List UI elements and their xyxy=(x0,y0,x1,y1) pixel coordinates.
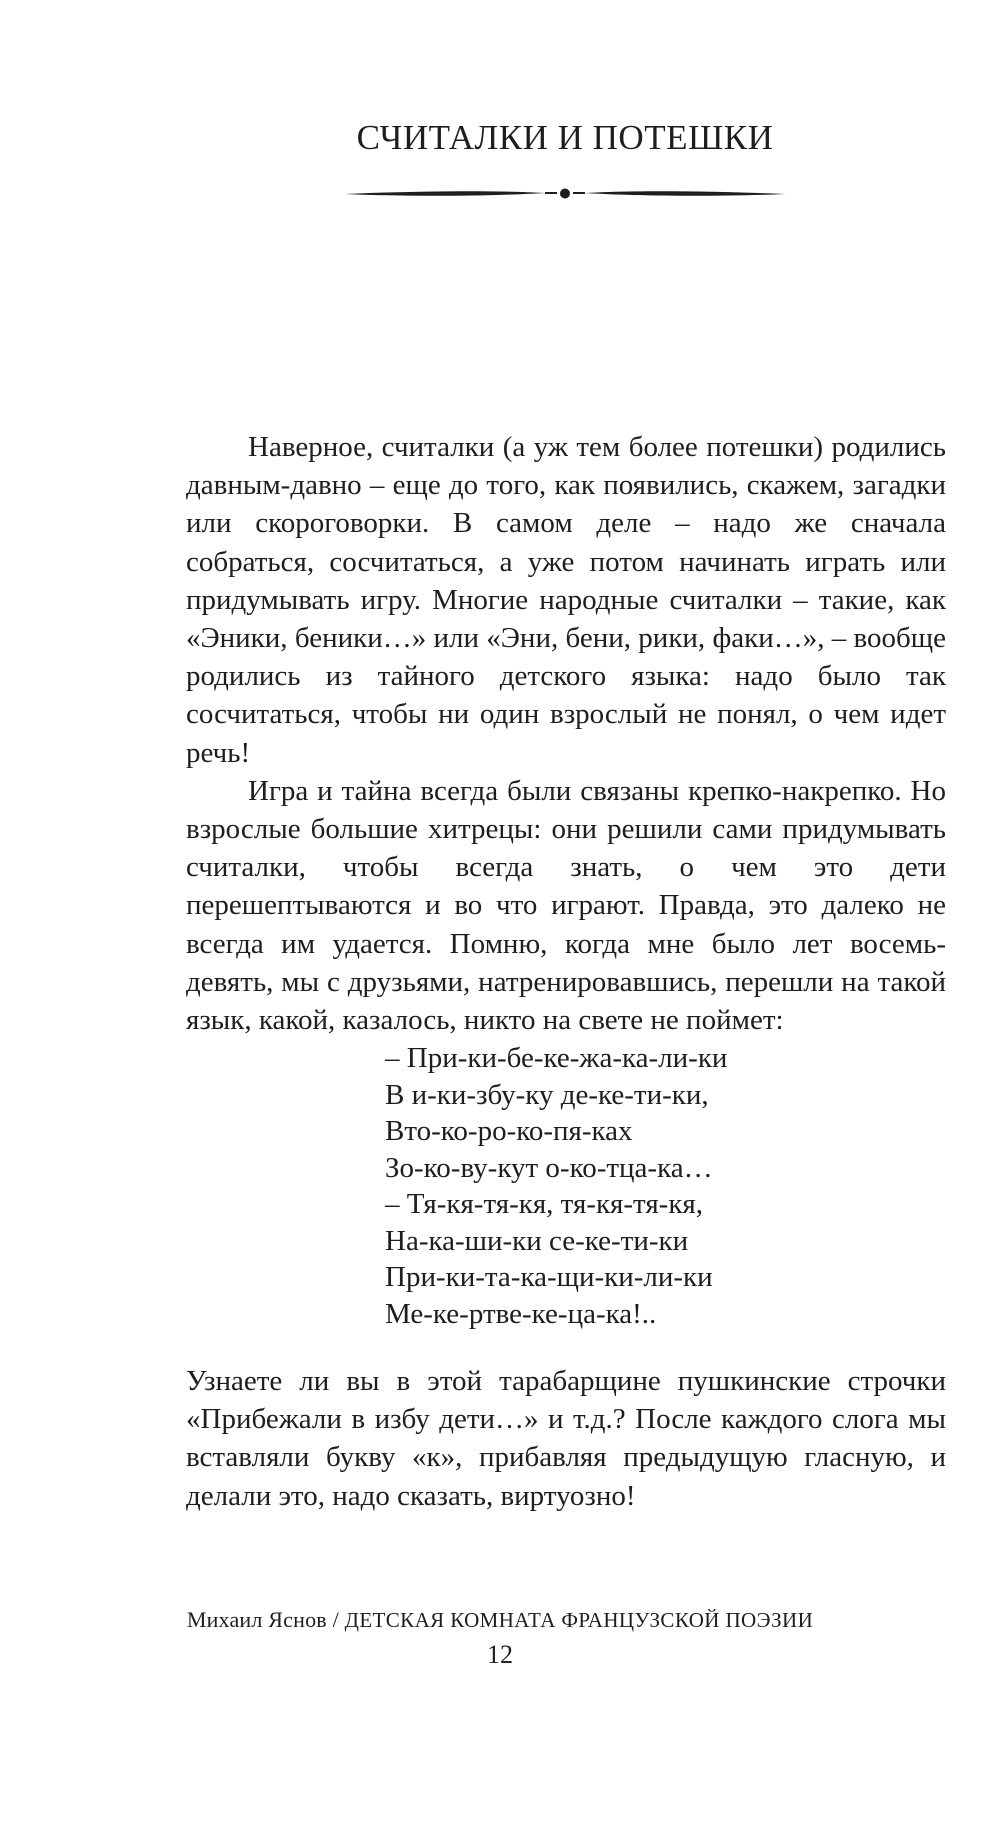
verse-line: – При-ки-бе-ке-жа-ка-ли-ки xyxy=(385,1042,728,1074)
verse-line: В и-ки-збу-ку де-ке-ти-ки, xyxy=(385,1078,709,1111)
footer-author: Михаил Яснов xyxy=(186,1607,327,1632)
verse-line: При-ки-та-ка-щи-ки-ли-ки xyxy=(385,1261,713,1293)
verse-line: На-ка-ши-ки се-ке-ти-ки xyxy=(385,1224,689,1257)
verse-block xyxy=(385,1040,945,1332)
paragraph: Наверное, считалки (а уж тем более потешки) родились давным-давно – еще до того, как появились, скажем, загадки или скороговорки. В самом деле – надо же сначала собраться, сосчитаться, а уже потом начинать играть или придумывать игру. Многие народные считалки – такие, как «Эники, беники…» или «Эни, бени, рики, факи…», – вообще родились из тайного детского языка: надо было так сосчитаться, чтобы ни один взрослый не понял, о чем идет речь! xyxy=(186,431,946,769)
closing-text xyxy=(186,1362,946,1515)
verse-line: Ме-ке-ртве-ке-ца-ка!.. xyxy=(385,1297,657,1330)
ornament-divider-icon xyxy=(345,181,785,207)
intro-text xyxy=(186,428,946,1039)
verse-line: – Тя-кя-тя-кя, тя-кя-тя-кя, xyxy=(385,1188,703,1220)
paragraph: Игра и тайна всегда были связаны крепко-накрепко. Но взрослые большие хитрецы: они решили сами придумывать считалки, чтобы всегда знать, о чем это дети перешептываются и во что играют. Правда, это далеко не всегда им удается. Помню, когда мне было лет восемь-девять, мы с друзьями, натренировавшись, перешли на такой язык, какой, казалось, никто на свете не поймет: xyxy=(186,774,946,1037)
verse-line: Вто-ко-ро-ко-пя-ках xyxy=(385,1115,633,1147)
page-number: 12 xyxy=(487,1640,513,1669)
verse-line: Зо-ко-ву-кут о-ко-тца-ка… xyxy=(385,1151,713,1184)
running-footer xyxy=(0,1607,1000,1633)
chapter-title: СЧИТАЛКИ И ПОТЕШКИ xyxy=(356,118,774,157)
footer-book-title: ДЕТСКАЯ КОМНАТА ФРАНЦУЗСКОЙ ПОЭЗИИ xyxy=(344,1608,814,1632)
footer-separator: / xyxy=(326,1607,345,1632)
paragraph: Узнаете ли вы в этой тарабарщине пушкинские строчки «Прибежали в избу дети…» и т.д.? После каждого слога мы вставляли букву «к», прибавляя предыдущую гласную, и делали это, надо сказать, виртуозно! xyxy=(186,1365,946,1512)
